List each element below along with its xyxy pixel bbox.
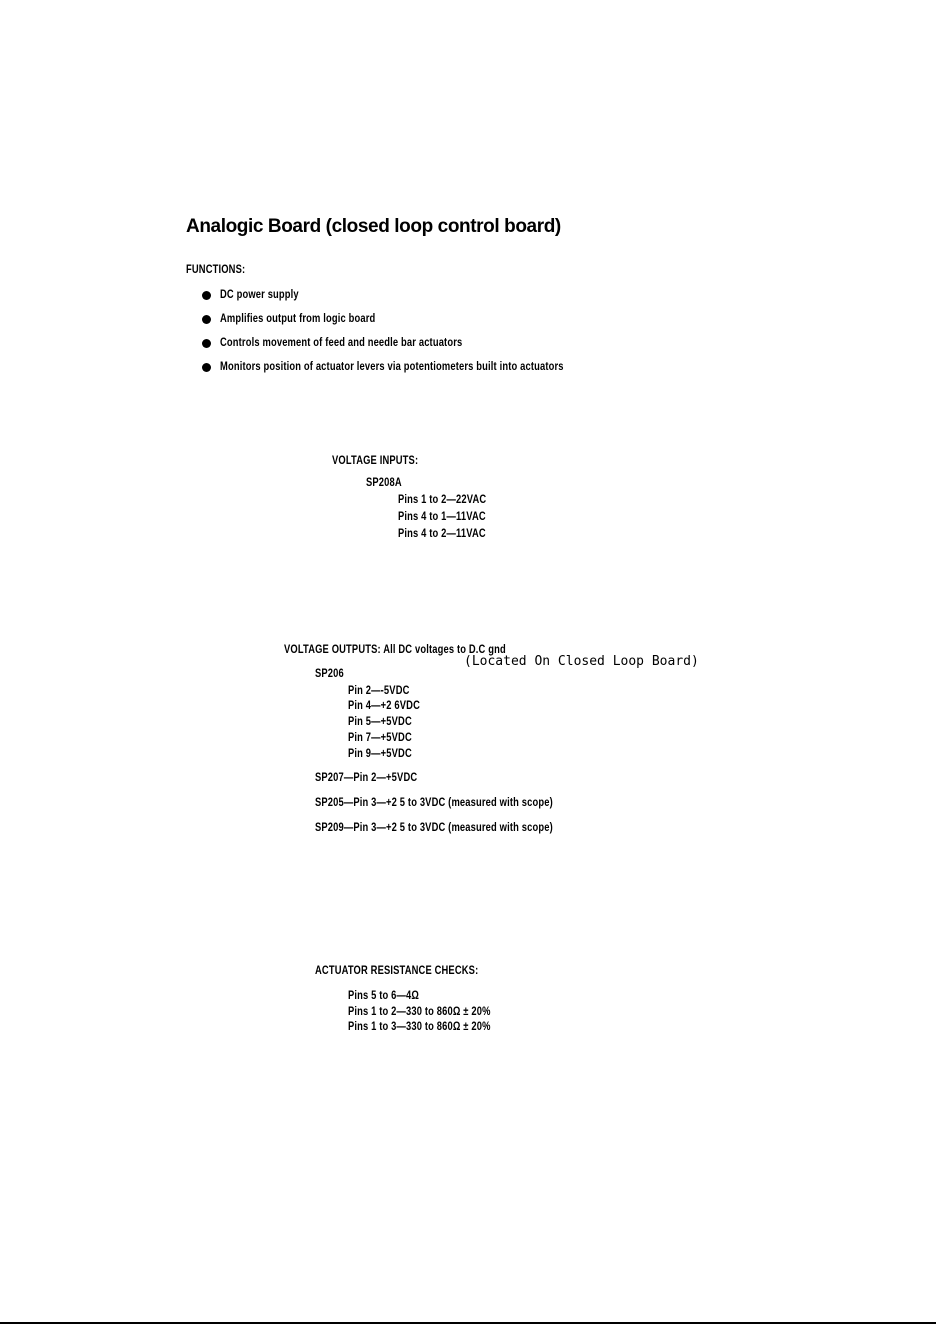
page-title: Analogic Board (closed loop control board) [186,216,561,237]
output-pin: Pin 7—+5VDC [348,730,412,744]
output-other: SP209—Pin 3—+2 5 to 3VDC (measured with scope) [315,820,553,834]
function-item: DC power supply [220,287,299,301]
input-line: Pins 1 to 2—22VAC [398,492,487,506]
input-line: Pins 4 to 2—11VAC [398,526,486,540]
functions-heading: FUNCTIONS: [186,262,246,276]
function-item: Monitors position of actuator levers via potentiometers built into actuators [220,359,564,373]
output-other: SP207—Pin 2—+5VDC [315,770,418,784]
bullet-icon [202,291,211,300]
input-line: Pins 4 to 1—11VAC [398,509,486,523]
output-pin: Pin 5—+5VDC [348,714,412,728]
voltage-inputs-heading: VOLTAGE INPUTS: [332,453,419,467]
resistance-line: Pins 5 to 6—4Ω [348,988,420,1002]
location-note: (Located On Closed Loop Board) [464,654,699,669]
voltage-outputs-heading: VOLTAGE OUTPUTS: All DC voltages to D.C gnd [284,642,506,656]
output-other: SP205—Pin 3—+2 5 to 3VDC (measured with scope) [315,795,553,809]
actuator-checks-heading: ACTUATOR RESISTANCE CHECKS: [315,963,479,977]
function-item: Controls movement of feed and needle bar actuators [220,335,463,349]
resistance-line: Pins 1 to 3—330 to 860Ω ± 20% [348,1019,491,1033]
bullet-icon [202,315,211,324]
input-connector: SP208A [366,475,402,489]
output-connector: SP206 [315,666,344,680]
output-pin: Pin 4—+2 6VDC [348,698,421,712]
bullet-icon [202,363,211,372]
resistance-line: Pins 1 to 2—330 to 860Ω ± 20% [348,1004,491,1018]
bullet-icon [202,339,211,348]
output-pin: Pin 9—+5VDC [348,746,412,760]
function-item: Amplifies output from logic board [220,311,376,325]
output-pin: Pin 2—-5VDC [348,683,410,697]
